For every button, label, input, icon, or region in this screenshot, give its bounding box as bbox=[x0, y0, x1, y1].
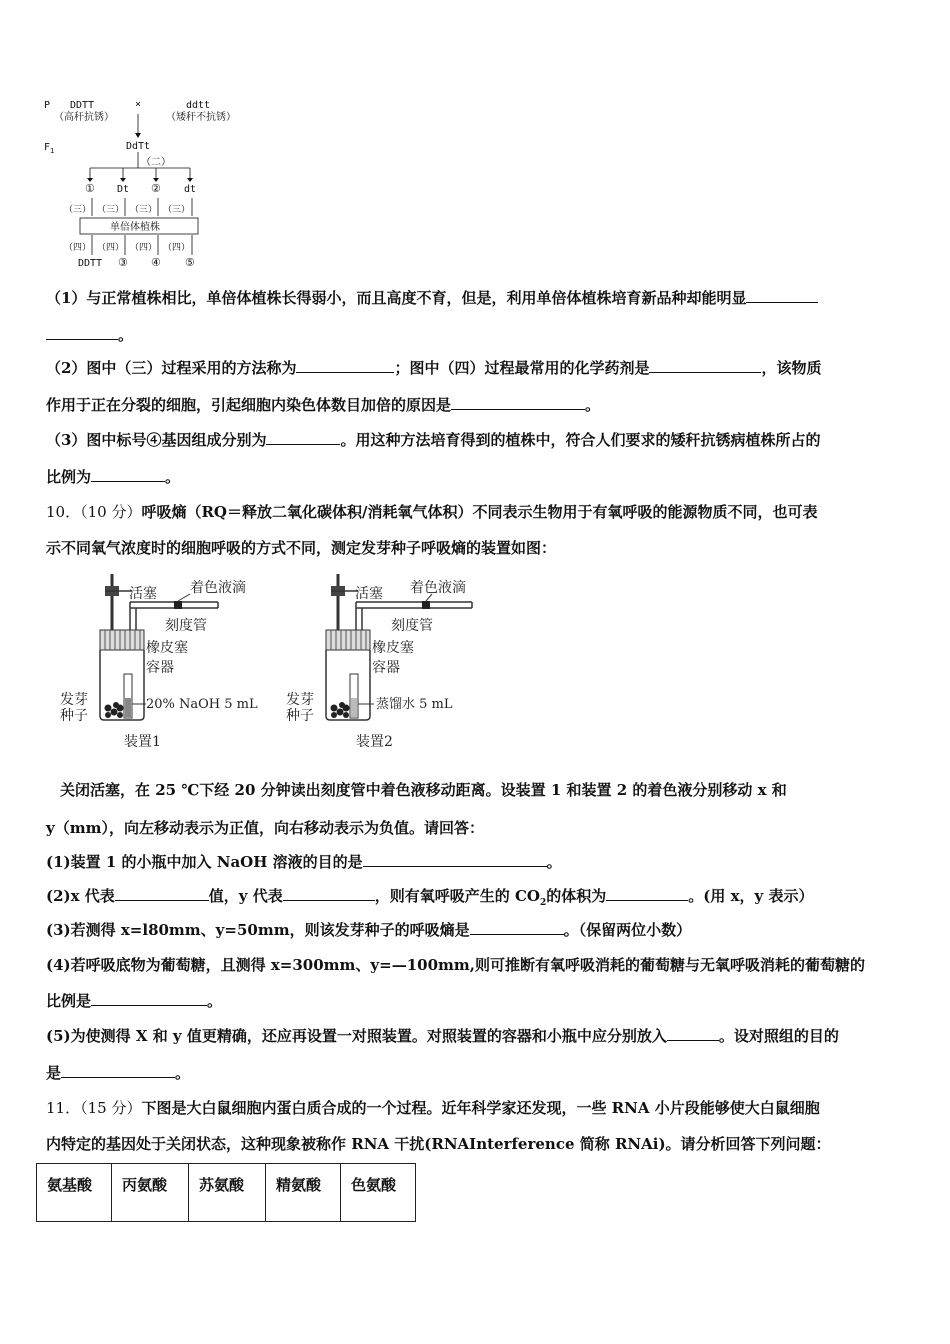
container-label: 容器 bbox=[372, 660, 400, 676]
q11-line-2: 内特定的基因处于关闭状态，这种现象被称作 RNA 干扰(RNAInterference 简称 RNAi)。请分析回答下列问题： bbox=[46, 1135, 831, 1153]
q1-line-1: （1）与正常植株相比，单倍体植株长得弱小，而且高度不育，但是，利用单倍体植株培育新品种却能明显 bbox=[46, 288, 904, 308]
table-cell: 色氨酸 bbox=[341, 1164, 416, 1222]
q1-line-2: 。 bbox=[46, 325, 904, 345]
apparatus-caption: 装置1 bbox=[124, 734, 161, 750]
apparatus-caption: 装置2 bbox=[356, 734, 393, 750]
sub4-line-1: (4)若呼吸底物为葡萄糖，且测得 x=300mm、y=—100mm,则可推断有氧呼吸消耗的葡萄糖与无氧呼吸消耗的葡萄糖的 bbox=[46, 956, 865, 974]
p1-genotype: DDTT bbox=[70, 100, 95, 111]
f1-genotype: DdTt bbox=[126, 141, 151, 152]
stopcock-label: 活塞 bbox=[129, 586, 157, 602]
q3-line-1: （3）图中标号④基因组成分别为 。用这种方法培育得到的植株中，符合人们要求的矮秆抗锈病植株所占的 bbox=[46, 431, 821, 449]
droplet-label: 着色液滴 bbox=[410, 580, 466, 596]
gamete-3: ② bbox=[151, 182, 161, 195]
colored-droplet-icon bbox=[422, 601, 430, 609]
seeds-label: 种子 bbox=[60, 708, 88, 724]
sub4-line-2: 比例是 。 bbox=[46, 992, 223, 1010]
container-label: 容器 bbox=[146, 660, 174, 676]
sub1-line: (1)装置 1 的小瓶中加入 NaOH 溶液的目的是 。 bbox=[46, 853, 562, 871]
liquid-label: 蒸馏水 5 mL bbox=[376, 697, 453, 712]
gamete-2: Dt bbox=[117, 184, 130, 195]
p10-line-2: y（mm），向左移动表示为正值，向右移动表示为负值。请回答： bbox=[46, 819, 484, 837]
table-cell: 氨基酸 bbox=[37, 1164, 112, 1222]
sub3-line: (3)若测得 x=l80mm、y=50mm，则该发芽种子的呼吸熵是 。（保留两位小数） bbox=[46, 921, 692, 939]
cross-symbol: × bbox=[135, 99, 142, 110]
q2-line-1: （2）图中（三）过程采用的方法称为 ；图中（四）过程最常用的化学药剂是 ，该物质 bbox=[46, 359, 822, 377]
step-4-label: （四） bbox=[97, 243, 125, 253]
apparatus-1 bbox=[50, 568, 260, 758]
p2-phenotype: （矮秆不抗锈） bbox=[166, 112, 236, 123]
q10-line-2: 示不同氧气浓度时的细胞呼吸的方式不同，测定发芽种子呼吸熵的装置如图： bbox=[46, 539, 557, 557]
apparatus-2 bbox=[276, 568, 486, 758]
step-4-label: （四） bbox=[130, 243, 158, 253]
droplet-label: 着色液滴 bbox=[190, 580, 246, 596]
q2-line-2: 作用于正在分裂的细胞，引起细胞内染色体数目加倍的原因是 。 bbox=[46, 396, 601, 414]
p10-line-1: 关闭活塞，在 25 ℃下经 20 分钟读出刻度管中着色液移动距离。设装置 1 和装置 2 的着色液分别移动 x 和 bbox=[60, 781, 787, 799]
colored-droplet-icon bbox=[174, 601, 182, 609]
liquid-label: 20% NaOH 5 mL bbox=[146, 697, 258, 712]
f1-label: $F_1$ bbox=[44, 142, 55, 155]
tube-label: 刻度管 bbox=[165, 618, 207, 634]
rubber-stopper-icon bbox=[326, 630, 370, 650]
step-3-label: （三） bbox=[163, 205, 191, 215]
step-4-label: （四） bbox=[163, 243, 191, 253]
table-row bbox=[37, 1164, 416, 1222]
gamete-4: dt bbox=[184, 184, 197, 195]
breeding-diagram bbox=[40, 92, 270, 272]
seeds-label: 发芽 bbox=[286, 692, 314, 708]
step-3-label: （三） bbox=[130, 205, 158, 215]
gamete-1: ① bbox=[85, 182, 95, 195]
step-2-label: （二） bbox=[141, 157, 171, 168]
result-4: ⑤ bbox=[185, 256, 195, 269]
seeds-label: 发芽 bbox=[60, 692, 88, 708]
q11-line-1: 11．（15 分）下图是大白鼠细胞内蛋白质合成的一个过程。近年科学家还发现，一些 RNA 小片段能够使大白鼠细胞 bbox=[46, 1099, 820, 1117]
sub5-line-1: (5)为使测得 X 和 y 值更精确，还应再设置一对照装置。对照装置的容器和小瓶中应分别放入 。设对照组的目的 bbox=[46, 1027, 839, 1045]
haploid-plant-label: 单倍体植株 bbox=[110, 222, 160, 233]
amino-acid-table bbox=[36, 1163, 416, 1222]
p2-genotype: ddtt bbox=[186, 100, 211, 111]
step-4-label: （四） bbox=[64, 243, 92, 253]
tube-label: 刻度管 bbox=[391, 618, 433, 634]
sub5-line-2: 是 。 bbox=[46, 1064, 191, 1082]
rubber-stopper-icon bbox=[100, 630, 144, 650]
table-cell: 丙氨酸 bbox=[112, 1164, 189, 1222]
sub2-line: (2)x 代表 值，y 代表 ，则有氧呼吸产生的 $CO_2$的体积为 。(用 x，y 表示） bbox=[46, 887, 814, 908]
q10-line-1: 10．（10 分）呼吸熵（RQ＝释放二氧化碳体积/消耗氧气体积）不同表示生物用于有氧呼吸的能源物质不同，也可表 bbox=[46, 503, 818, 521]
table-cell: 苏氨酸 bbox=[189, 1164, 266, 1222]
stopper-label: 橡皮塞 bbox=[146, 640, 188, 656]
step-3-label: （三） bbox=[97, 205, 125, 215]
q3-line-2: 比例为 。 bbox=[46, 468, 181, 486]
p1-phenotype: （高秆抗锈） bbox=[54, 112, 114, 123]
result-1: DDTT bbox=[78, 258, 103, 269]
result-2: ③ bbox=[118, 256, 128, 269]
step-3-label: （三） bbox=[64, 205, 92, 215]
result-3: ④ bbox=[151, 256, 161, 269]
seeds-label: 种子 bbox=[286, 708, 314, 724]
table-cell: 精氨酸 bbox=[266, 1164, 341, 1222]
stopcock-label: 活塞 bbox=[355, 586, 383, 602]
p-label: P bbox=[44, 100, 51, 111]
stopper-label: 橡皮塞 bbox=[372, 640, 414, 656]
